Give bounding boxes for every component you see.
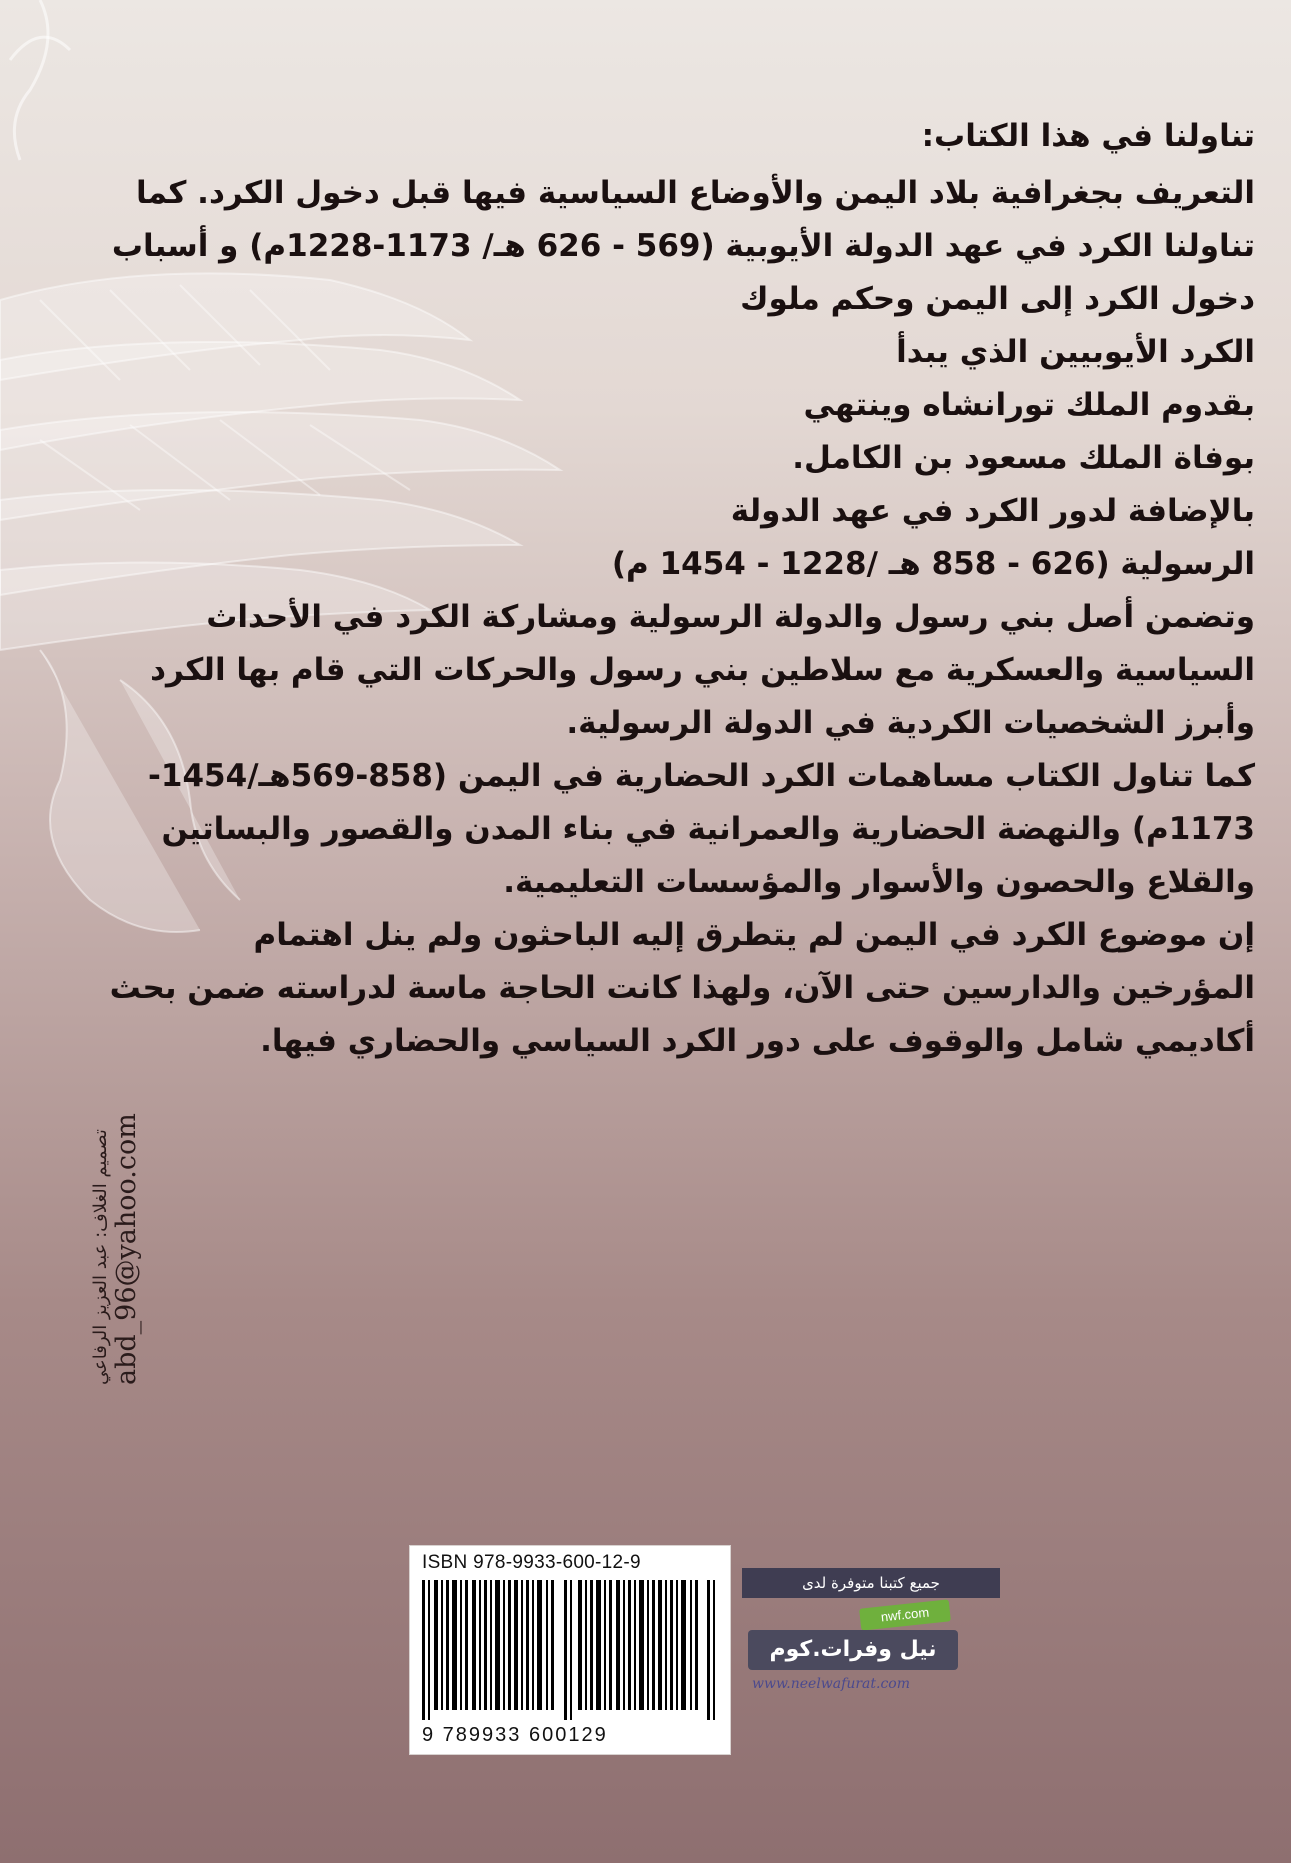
designer-email: abd_96@yahoo.com [111,1113,142,1385]
description-paragraph: وتضمن أصل بني رسول والدولة الرسولية ومشاركة الكرد في الأحداث السياسية والعسكرية مع سلاطين بني رسول والحركات التي قام بها الكرد وأبرز الشخصيات الكردية في الدولة الرسولية. [150,599,1255,741]
seller-logo: نيل وفرات.كوم [748,1630,958,1670]
description-paragraph: إن موضوع الكرد في اليمن لم يتطرق إليه الباحثون ولم ينل اهتمام المؤرخين والدارسين حتى الآن، ولهذا كانت الحاجة ماسة لدراسته ضمن بحث أكاديمي شامل والوقوف على دور الكرد السياسي والحضاري فيها. [109,917,1255,1059]
description-paragraph: بقدوم الملك تورانشاه وينتهي [803,387,1255,423]
description-paragraph: كما تناول الكتاب مساهمات الكرد الحضارية في اليمن (858-569هـ/1454-1173م) والنهضة الحضارية والعمرانية في بناء المدن والقصور والبساتين والقلاع والحصون والأسوار والمؤسسات التعليمية. [148,758,1255,900]
barcode-digits: 9 789933 600129 [422,1724,608,1746]
description-paragraph: الرسولية (626 - 858 هـ /1228 - 1454 م) [611,546,1255,582]
neelwafurat-badge [740,1568,1010,1708]
description-paragraph: التعريف بجغرافية بلاد اليمن والأوضاع السياسية فيها قبل دخول الكرد. كما تناولنا الكرد في عهد الدولة الأيوبية (569 - 626 هـ/ 1173-1228م) و أسباب دخول الكرد إلى اليمن وحكم ملوك [111,175,1255,317]
back-cover-description [105,110,1255,1068]
description-heading: تناولنا في هذا الكتاب: [921,118,1255,154]
seller-url: www.neelwafurat.com [752,1676,910,1692]
cover-design-credit [90,1113,142,1385]
seller-tagline: جميع كتبنا متوفرة لدى [742,1568,1000,1598]
description-paragraph: الكرد الأيوبيين الذي يبدأ [896,334,1255,370]
seller-tag: nwf.com [859,1599,951,1630]
description-paragraph: بالإضافة لدور الكرد في عهد الدولة [730,493,1255,529]
cover-designer-label: تصميم الغلاف: عبد العزيز الرفاعي [90,1129,111,1385]
isbn-label: ISBN 978-9933-600-12-9 [422,1552,641,1573]
description-paragraph: بوفاة الملك مسعود بن الكامل. [792,440,1255,476]
barcode-bars [422,1580,718,1720]
isbn-barcode [409,1545,731,1755]
